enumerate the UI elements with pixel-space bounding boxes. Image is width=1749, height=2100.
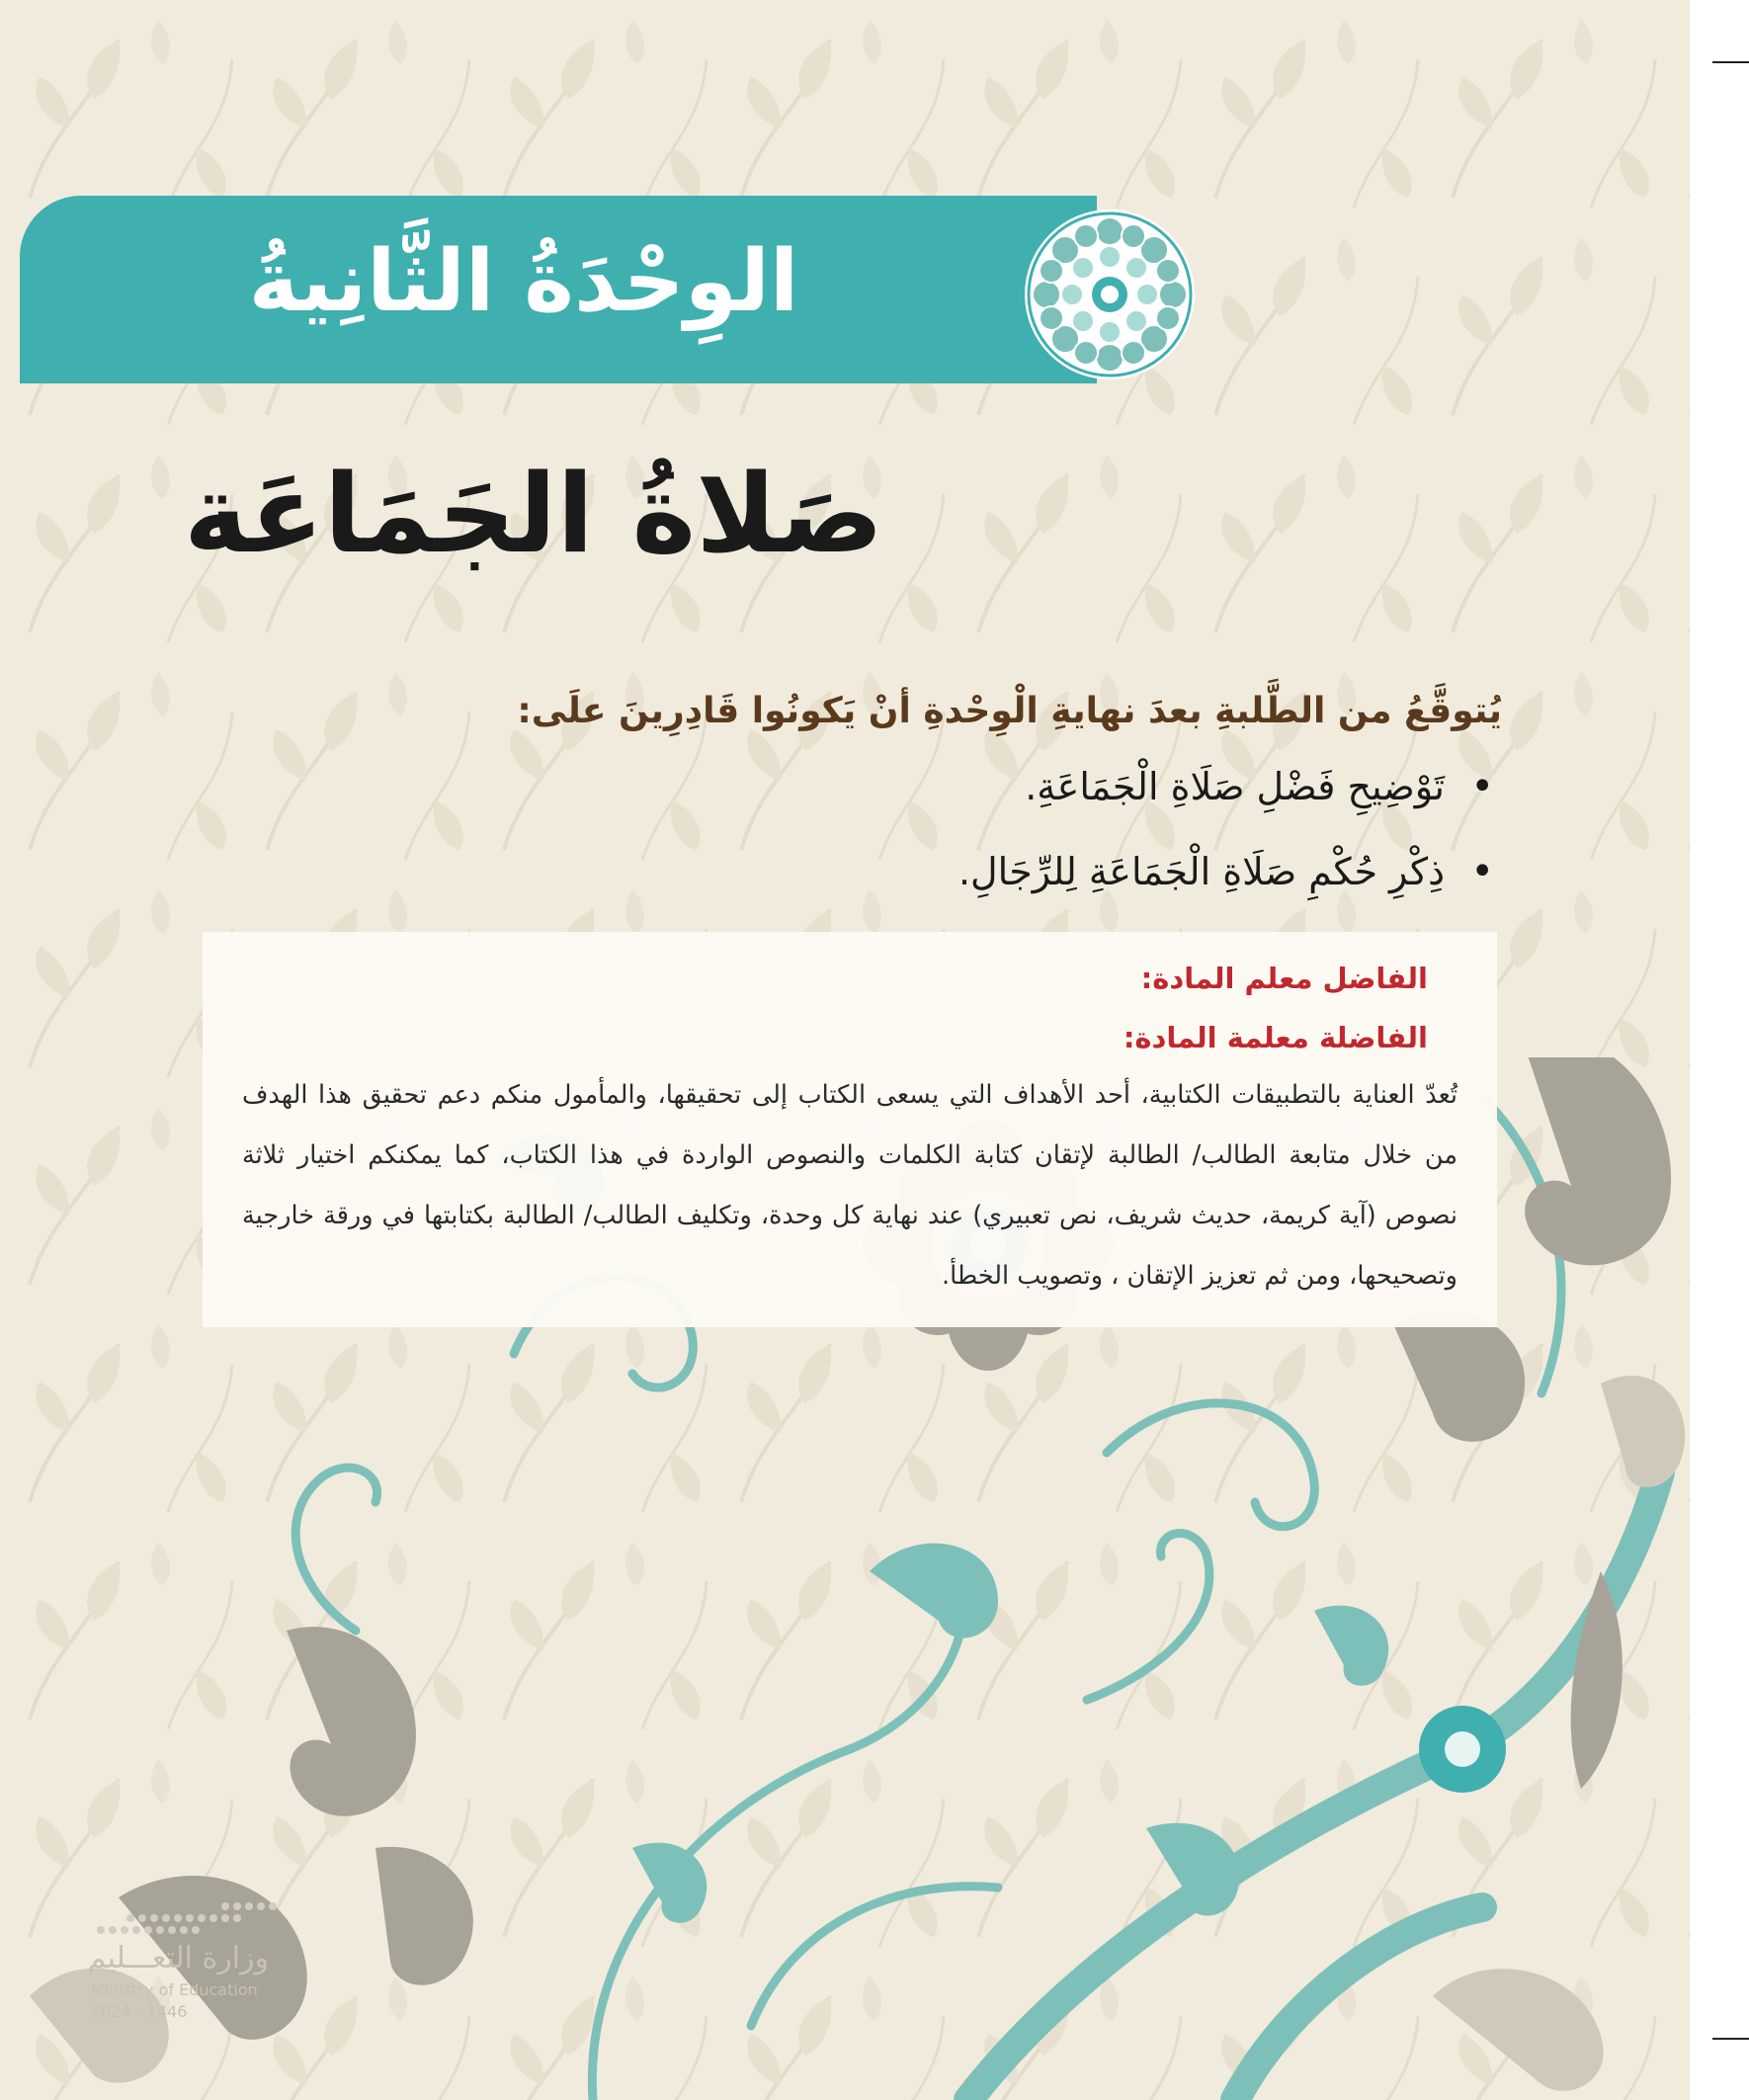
objective-text: ذِكْرِ حُكْمِ صَلَاةِ الْجَمَاعَةِ لِلرِّجَالِ. xyxy=(958,850,1445,893)
teacher-greeting-female: الفاضلة معلمة المادة: xyxy=(1123,1021,1428,1054)
objective-item xyxy=(692,751,1502,836)
ministry-year: 2024 - 1446 xyxy=(91,2002,188,2021)
objective-text: تَوْضِيحِ فَضْلِ صَلَاةِ الْجَمَاعَةِ. xyxy=(1025,765,1445,808)
ministry-name-english: Ministry of Education xyxy=(91,1980,258,1999)
crop-mark-bottom-right xyxy=(1712,2038,1749,2040)
teacher-note-body: تُعدّ العناية بالتطبيقات الكتابية، أحد الأهداف التي يسعى الكتاب إلى تحقيقها، والمأمول منكم دعم تحقيق هذا الهدف من خلال متابعة الطالب/ الطالبة لإتقان كتابة الكلمات والنصوص الواردة في هذا الكتاب، كما يمكنكم اختيار ثلاثة نصوص (آية كريمة، حديث شريف، نص تعبيري) عند نهاية كل وحدة، وتكليف الطالب/ الطالبة بكتابتها في ورقة خارجية وتصحيحها، ومن ثم تعزيز الإتقان ، وتصويب الخطأ. xyxy=(242,1080,1458,1291)
crop-mark-top-right xyxy=(1712,61,1749,63)
lesson-title: صَلاةُ الجَمَاعَة xyxy=(183,451,884,577)
objectives-intro: يُتوقَّعُ من الطَّلبةِ بعدَ نهايةِ الْوِحْدةِ أنْ يَكونُوا قَادِرِينَ علَى: xyxy=(517,691,1502,731)
bullet-icon: • xyxy=(1470,764,1494,809)
teacher-note-box xyxy=(203,932,1497,1327)
bullet-icon: • xyxy=(1470,849,1494,894)
teacher-greeting-male: الفاضل معلم المادة: xyxy=(1140,962,1428,995)
rosette-ornament-icon xyxy=(1006,206,1213,383)
ministry-name-arabic: وزارة التعـــليم xyxy=(87,1941,269,1975)
objectives-list xyxy=(692,751,1502,921)
unit-title: الوِحْدَةُ الثَّانِيةُ xyxy=(248,232,799,331)
ministry-logo-icon xyxy=(91,1900,289,1940)
objective-item xyxy=(692,836,1502,921)
